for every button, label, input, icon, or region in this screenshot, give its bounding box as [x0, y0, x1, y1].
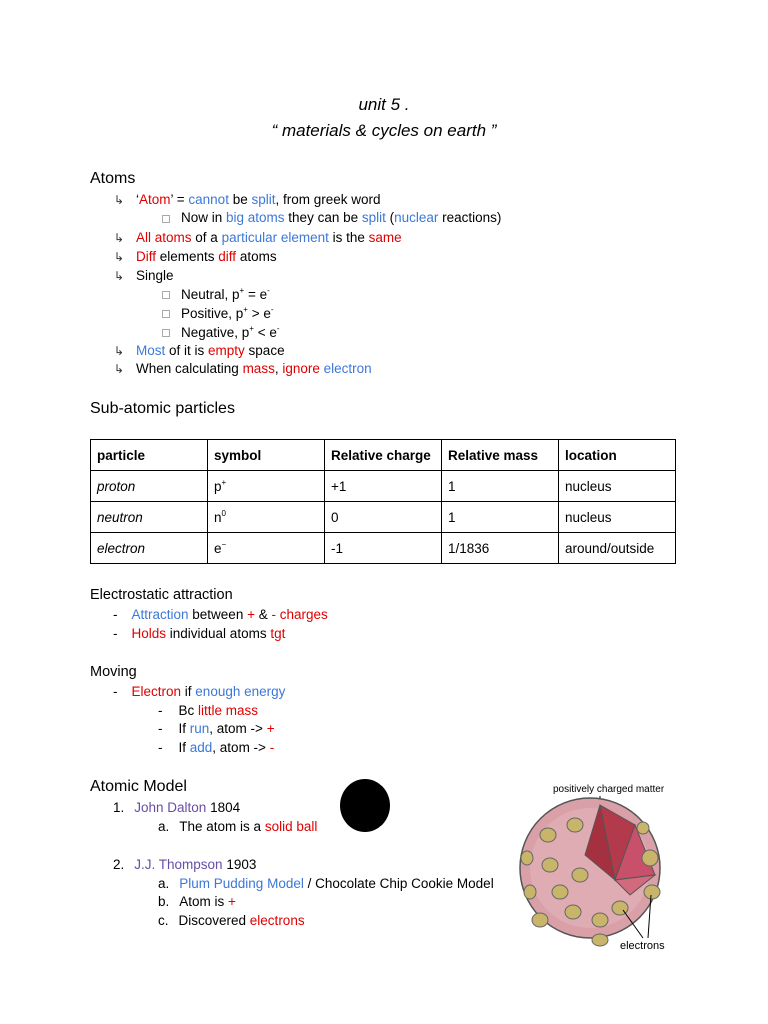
table-cell: p+ [208, 471, 325, 502]
moving-line-2: - Bc little mass [158, 703, 259, 718]
heading-subatomic: Sub-atomic particles [90, 400, 235, 417]
model-item-2b: b. Atom is + [158, 894, 236, 909]
atoms-neutral: Neutral, p+ = e- [181, 286, 270, 302]
table-header: Relative charge [325, 440, 442, 471]
subatomic-table [90, 439, 676, 564]
table-cell: proton [91, 471, 208, 502]
table-cell: around/outside [559, 533, 676, 564]
model-item-2c: c. Discovered electrons [158, 913, 305, 928]
diagram-label-electrons: electrons [620, 940, 665, 952]
table-cell: nucleus [559, 471, 676, 502]
model-item-2a: a. Plum Pudding Model / Chocolate Chip Cookie Model [158, 876, 494, 891]
arrow-bullet-icon: ↳ [114, 231, 125, 245]
table-header: location [559, 440, 676, 471]
square-bullet-icon [162, 215, 170, 223]
table-cell: 1/1836 [442, 533, 559, 564]
square-bullet-icon [162, 291, 170, 299]
table-row [91, 471, 676, 502]
page-subtitle: “ materials & cycles on earth ” [271, 121, 497, 140]
diagram-label-positive: positively charged matter [553, 784, 665, 795]
table-cell: -1 [325, 533, 442, 564]
atoms-negative: Negative, p+ < e- [181, 324, 280, 340]
table-cell: neutron [91, 502, 208, 533]
table-cell: 1 [442, 471, 559, 502]
table-cell: e− [208, 533, 325, 564]
electro-line-2: - Holds individual atoms tgt [113, 626, 286, 641]
atoms-line-4: Diff elements diff atoms [136, 249, 277, 264]
table-header-row [91, 440, 676, 471]
table-cell: 1 [442, 502, 559, 533]
square-bullet-icon [162, 329, 170, 337]
arrow-bullet-icon: ↳ [114, 344, 125, 358]
table-cell: $n^0$ [208, 502, 325, 533]
model-item-1a: a. The atom is a solid ball [158, 819, 318, 834]
page-title-unit: unit 5 . [358, 95, 410, 114]
model-item-1: 1. John Dalton 1804 [113, 800, 241, 815]
heading-atomic-model: Atomic Model [90, 778, 187, 795]
atoms-line-3: All atoms of a particular element is the same [136, 230, 402, 245]
plum-pudding-diagram [505, 780, 690, 955]
table-header: symbol [208, 440, 325, 471]
heading-moving: Moving [90, 664, 137, 680]
atoms-line-2: Now in big atoms they can be split (nuclear reactions) [181, 210, 502, 225]
table-cell: electron [91, 533, 208, 564]
arrow-bullet-icon: ↳ [114, 250, 125, 264]
table-row [91, 502, 676, 533]
moving-line-1: - Electron if enough energy [113, 684, 286, 699]
electro-line-1: - Attraction between + & - charges [113, 607, 328, 622]
atoms-line-9: Most of it is empty space [136, 343, 285, 358]
moving-line-4: - If add, atom -> - [158, 740, 275, 755]
table-cell: 0 [325, 502, 442, 533]
arrow-bullet-icon: ↳ [114, 269, 125, 283]
table-header: particle [91, 440, 208, 471]
heading-atoms: Atoms [90, 170, 136, 187]
model-item-2: 2. J.J. Thompson 1903 [113, 857, 257, 872]
atoms-line-10: When calculating mass, ignore electron [136, 361, 372, 376]
square-bullet-icon [162, 310, 170, 318]
heading-electrostatic: Electrostatic attraction [90, 587, 233, 603]
table-header: Relative mass [442, 440, 559, 471]
table-cell: nucleus [559, 502, 676, 533]
arrow-bullet-icon: ↳ [114, 193, 125, 207]
table-cell: +1 [325, 471, 442, 502]
atoms-line-1: ‘Atom’ = cannot be split, from greek word [136, 192, 381, 207]
solid-ball-icon [340, 779, 390, 832]
atoms-line-5: Single [136, 268, 174, 283]
atoms-positive: Positive, p+ > e- [181, 305, 274, 321]
moving-line-3: - If run, atom -> + [158, 721, 275, 736]
arrow-bullet-icon: ↳ [114, 362, 125, 376]
table-row [91, 533, 676, 564]
